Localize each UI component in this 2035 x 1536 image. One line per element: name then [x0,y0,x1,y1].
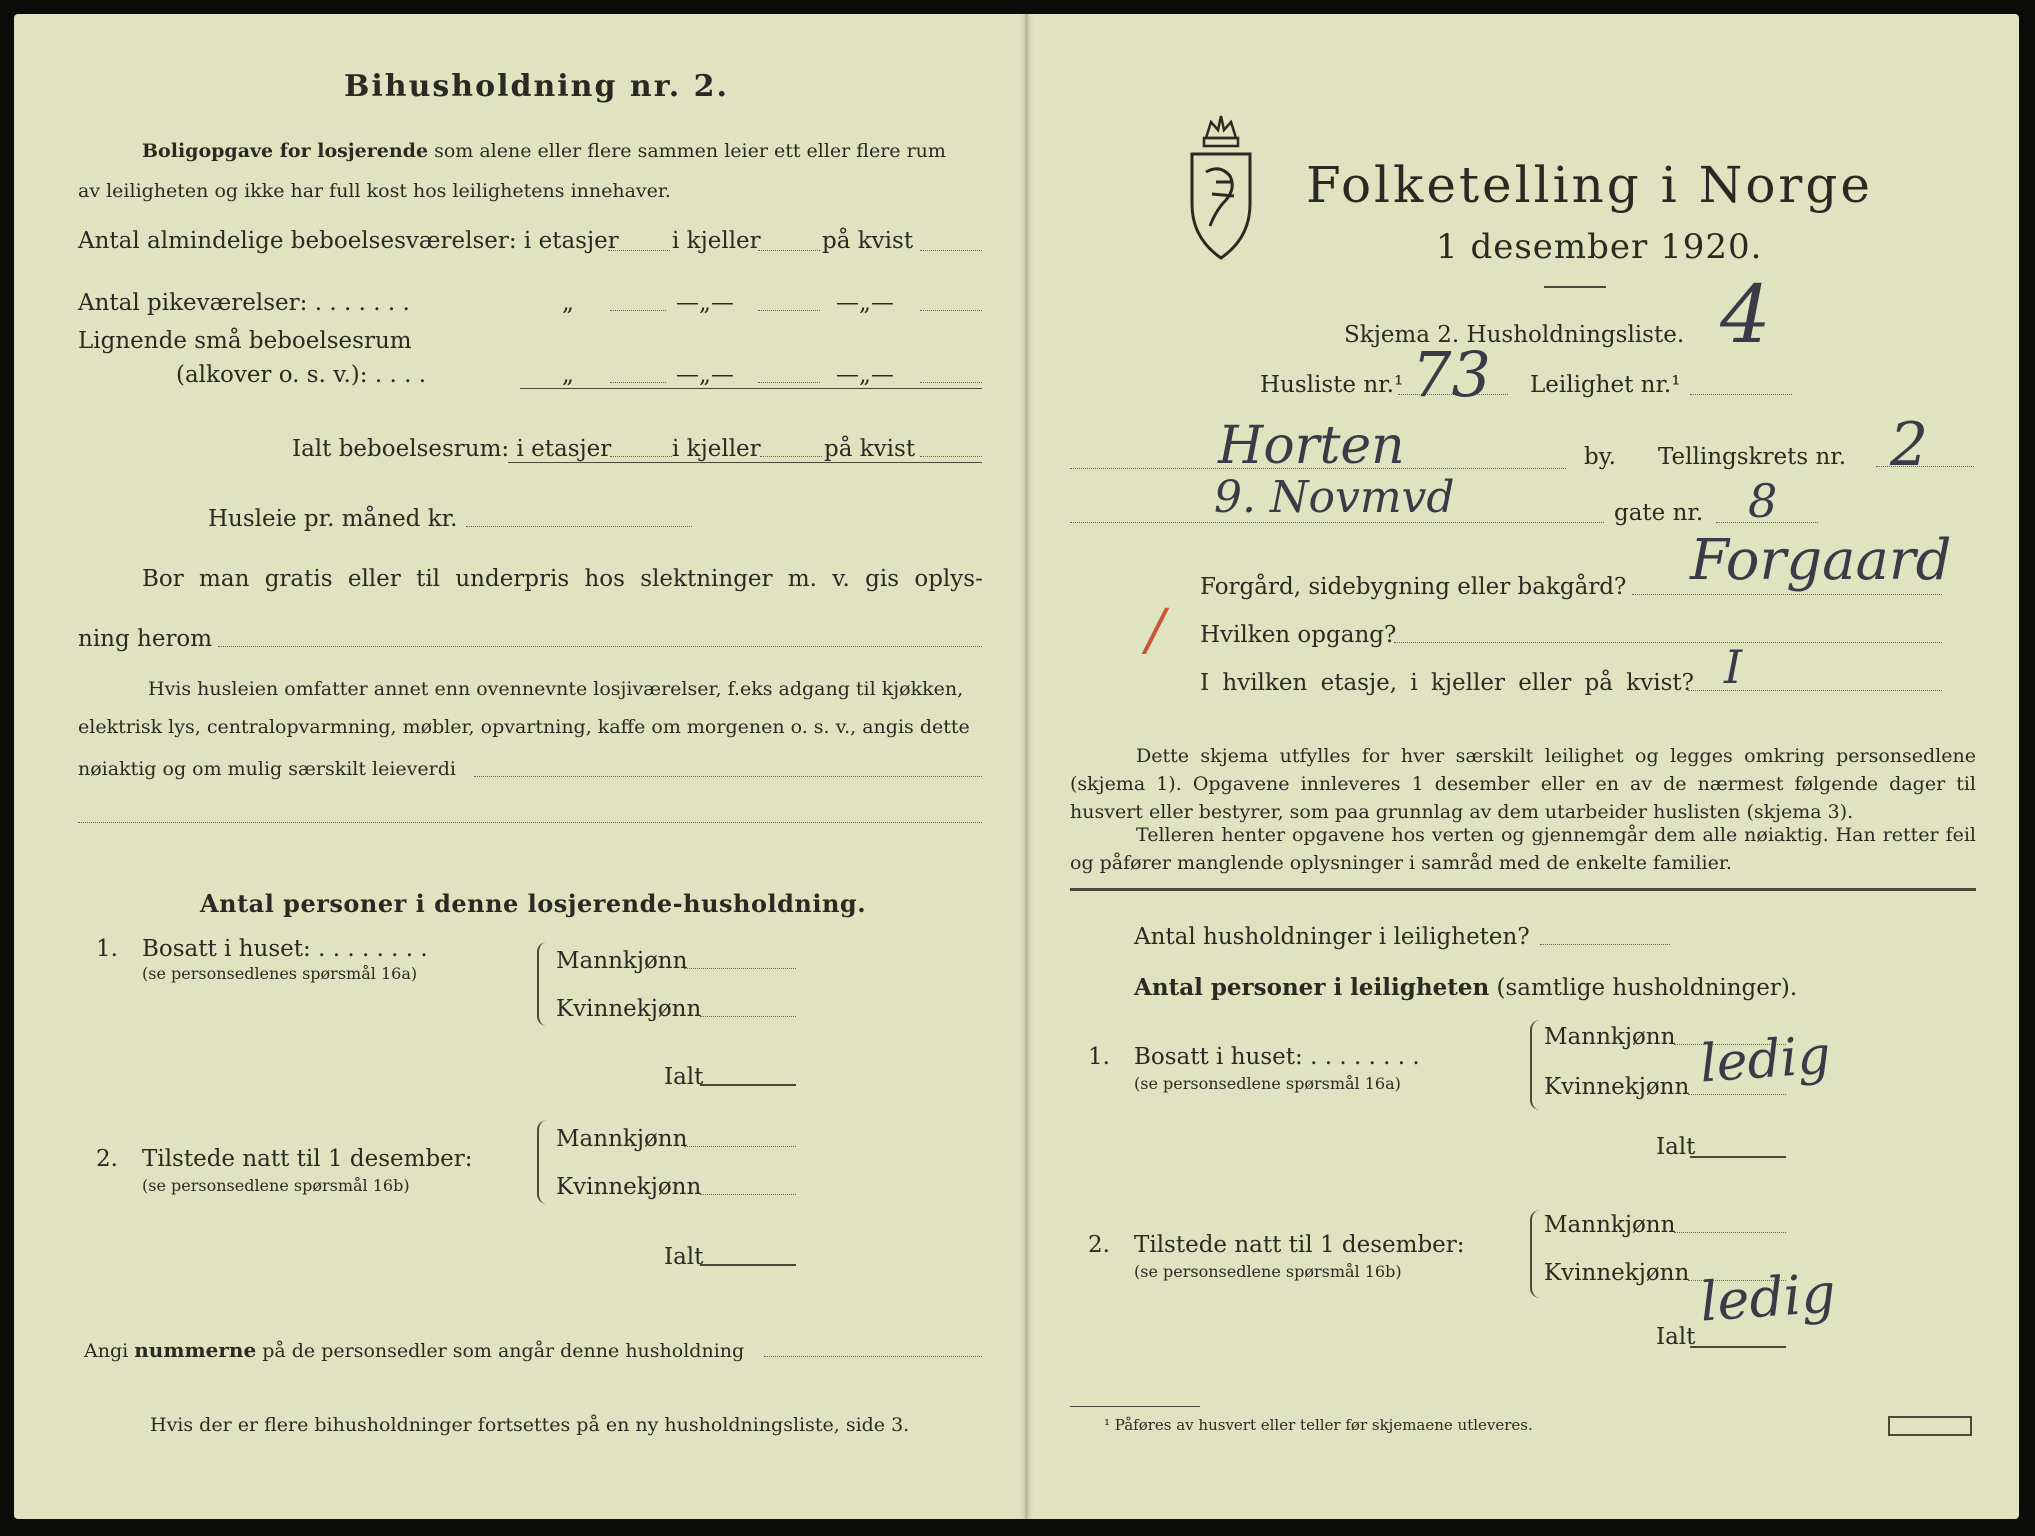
leilighet-label: Leilighet nr.¹ [1530,372,1681,398]
left-q2-mann: Mannkjønn [556,1126,688,1152]
left-title: Bihusholdning nr. 2. [344,69,729,104]
gratis-line2: ning herom [78,626,213,652]
antal-pers-rest: (samtlige husholdninger). [1496,975,1798,1001]
left-q2-num: 2. [96,1146,118,1172]
rooms-kvist-label: på kvist [822,228,914,254]
opgang-label: Hvilken opgang? [1200,622,1397,648]
left-q2-ialt-field[interactable] [700,1264,796,1266]
lignende-field-3[interactable] [920,382,982,383]
left-q1-brace [537,942,549,1026]
right-q2-note: (se personsedlene spørsmål 16b) [1134,1262,1402,1281]
husliste-handwritten: 73 [1412,338,1491,411]
angi-rest: på de personsedler som angår denne husholdning [262,1340,745,1362]
right-q1-kvinne: Kvinnekjønn [1544,1074,1690,1100]
right-q2-mann: Mannkjønn [1544,1212,1676,1238]
rooms-label: Antal almindelige beboelsesværelser: i etasjer [78,228,619,254]
left-q1-ialt: Ialt [664,1064,704,1090]
left-q2-kvinne: Kvinnekjønn [556,1174,702,1200]
ditto-2: „ [562,362,574,388]
right-title: Folketelling i Norge [1306,156,1873,214]
right-q1-num: 1. [1088,1044,1110,1070]
right-divider [1070,888,1976,891]
right-q2-label: Tilstede natt til 1 desember: [1134,1232,1465,1258]
printer-stamp [1888,1416,1972,1436]
rooms-kjeller-label: i kjeller [672,228,761,254]
ialt-rule [508,462,982,463]
left-q1-num: 1. [96,936,118,962]
left-q2-mann-field[interactable] [684,1146,796,1147]
left-intro-line2: av leiligheten og ikke har full kost hos leilighetens innehaver. [78,180,671,202]
norway-coat-of-arms-icon [1186,108,1256,264]
rooms-kvist-field[interactable] [920,250,982,251]
angi-field[interactable] [764,1356,982,1357]
ialt-kjeller-field[interactable] [760,456,822,457]
right-q2-mann-field[interactable] [1674,1232,1786,1233]
ialt-kvist-label: på kvist [824,436,916,462]
right-date: 1 desember 1920. [1436,227,1763,267]
left-q2-note: (se personsedlene spørsmål 16b) [142,1176,410,1195]
footnote-rule [1070,1406,1200,1407]
right-q1-ledig-handwritten: ledig [1698,1025,1833,1095]
left-q1-kvinne-field[interactable] [700,1016,796,1017]
right-q2-num: 2. [1088,1232,1110,1258]
lignende-label-1: Lignende små beboelsesrum [78,328,412,354]
left-q1-kvinne: Kvinnekjønn [556,996,702,1022]
ialt-etasjer-field[interactable] [610,456,672,457]
right-q1-ialt: Ialt [1656,1134,1696,1160]
sum-rule [520,388,982,389]
hvis-line1: Hvis husleien omfatter annet enn ovennevnte losjiværelser, f.eks adgang til kjøkken, [148,678,964,700]
lignende-field-1[interactable] [610,382,666,383]
gate-label: gate nr. [1614,500,1704,526]
pike-field-2[interactable] [758,310,820,311]
ditto-dash-3: —„— [676,362,734,388]
ditto-dash-4: —„— [836,362,894,388]
angi-bold: nummerne [134,1338,257,1362]
opgang-field[interactable] [1394,642,1942,643]
red-check-mark: / [1146,598,1165,663]
right-q2-ialt-field[interactable] [1690,1346,1786,1348]
by-handwritten: Horten [1218,416,1405,476]
by-label: by. [1584,444,1616,470]
rooms-etasjer-field[interactable] [608,250,670,251]
left-q1-mann-field[interactable] [684,968,796,969]
tellingskrets-label: Tellingskrets nr. [1658,444,1847,470]
intro-rest: som alene eller flere sammen leier ett eller flere rum [434,140,946,162]
pike-label: Antal pikeværelser: . . . . . . . [78,290,410,316]
left-footer: Hvis der er flere bihusholdninger fortsettes på en ny husholdningsliste, side 3. [150,1414,910,1436]
right-q2-ialt: Ialt [1656,1324,1696,1350]
left-q2-ialt: Ialt [664,1244,704,1270]
etasje-label: I hvilken etasje, i kjeller eller på kvist? [1200,670,1694,696]
angi-line [84,1340,744,1361]
gate-handwritten: 9. Novmvd [1214,472,1455,523]
husliste-label: Husliste nr.¹ [1260,372,1404,398]
forgard-field[interactable] [1632,594,1942,595]
left-q2-kvinne-field[interactable] [700,1194,796,1195]
left-q1-label: Bosatt i huset: . . . . . . . . [142,936,428,962]
pike-field-3[interactable] [920,310,982,311]
husleie-label: Husleie pr. måned kr. [208,506,458,532]
hvis-line2: elektrisk lys, centralopvarmning, møbler, opvartning, kaffe om morgenen o. s. v., angis dette [78,716,970,738]
right-q2-brace [1530,1210,1542,1298]
lignende-label-2: (alkover o. s. v.): . . . . [176,362,427,388]
gratis-field[interactable] [218,646,982,647]
right-q1-ialt-field[interactable] [1690,1156,1786,1158]
left-intro-line1 [142,142,946,161]
antal-pers-line [1134,976,1797,1000]
tellingskrets-handwritten: 2 [1890,410,1929,480]
ialt-rooms-label: Ialt beboelsesrum: i etasjer [292,436,612,462]
skjema-handwritten: 4 [1720,268,1771,361]
left-q1-ialt-field[interactable] [700,1084,796,1086]
pike-field-1[interactable] [610,310,666,311]
husleie-field[interactable] [466,526,692,527]
page-fold [1025,14,1028,1519]
title-rule [1544,286,1606,288]
skjema-label: Skjema 2. Husholdningsliste. [1344,322,1685,348]
right-q2-kvinne: Kvinnekjønn [1544,1260,1690,1286]
info-paragraph-2: Telleren henter opgavene hos verten og gjennemgår dem alle nøiaktig. Han retter feil og påfører manglende oplysninger i samråd med de enkelte familier. [1070,824,1976,874]
ditto-dash-1: —„— [676,290,734,316]
lignende-field-2[interactable] [758,382,820,383]
forgard-handwritten: Forgaard [1690,528,1952,593]
antal-hush-field[interactable] [1540,944,1670,945]
angi-word: Angi [84,1340,129,1362]
gate-field[interactable] [1070,522,1604,523]
hvis-line3: nøiaktig og om mulig særskilt leieverdi [78,758,456,780]
footnote: ¹ Påføres av husvert eller teller før skjemaene utleveres. [1104,1416,1533,1434]
left-q1-mann: Mannkjønn [556,948,688,974]
ditto-dash-2: —„— [836,290,894,316]
by-field[interactable] [1070,468,1566,469]
gratis-line1: Bor man gratis eller til underpris hos slektninger m. v. gis oplys- [142,566,983,592]
leieverdi-field[interactable] [474,776,982,777]
intro-bold: Boligopgave for losjerende [142,140,429,162]
forgard-label: Forgård, sidebygning eller bakgård? [1200,574,1627,600]
right-q1-note: (se personsedlene spørsmål 16a) [1134,1074,1401,1093]
etasje-handwritten: I [1724,640,1743,694]
right-q1-mann: Mannkjønn [1544,1024,1676,1050]
ialt-kjeller-label: i kjeller [672,436,761,462]
left-q2-brace [537,1120,549,1204]
rooms-kjeller-field[interactable] [758,250,820,251]
info-paragraph-1: Dette skjema utfylles for hver særskilt leilighet og legges omkring personsedlene (skjema 1). Opgavene innleveres 1 desember eller en av de nærmest følgende dager til husvert eller bestyrer, som paa grunnlag av dem utarbeider huslisten (skjema 3). [1070,745,1976,823]
right-q1-label: Bosatt i huset: . . . . . . . . [1134,1044,1420,1070]
persons-heading: Antal personer i denne losjerende-husholdning. [200,889,867,918]
leilighet-field[interactable] [1690,394,1792,395]
right-q1-brace [1530,1020,1542,1110]
gate-nr-handwritten: 8 [1748,474,1778,528]
ditto-1: „ [562,290,574,316]
leieverdi-field-2[interactable] [78,822,982,823]
left-q1-note: (se personsedlenes spørsmål 16a) [142,964,418,983]
right-q2-ledig-handwritten: ledig [1697,1261,1838,1334]
antal-pers-bold: Antal personer i leiligheten [1134,974,1490,1001]
left-q2-label: Tilstede natt til 1 desember: [142,1146,473,1172]
ialt-kvist-field[interactable] [920,456,982,457]
antal-hush-label: Antal husholdninger i leiligheten? [1134,924,1530,950]
